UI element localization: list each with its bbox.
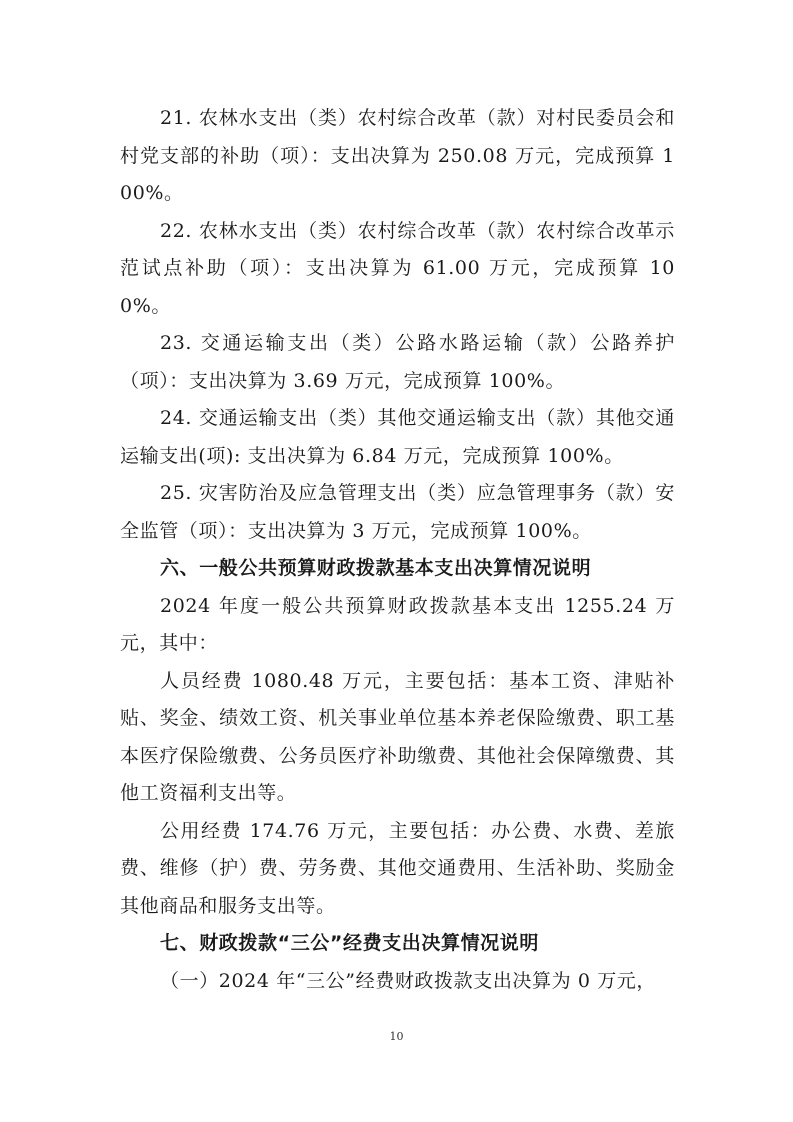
document-body: [120, 100, 675, 1000]
page-number: 10: [389, 1030, 404, 1043]
basic-expenditure-paragraph: 2024 年度一般公共预算财政拨款基本支出 1255.24 万元，其中：: [120, 594, 675, 654]
item-23-paragraph: 23. 交通运输支出（类）公路水路运输（款）公路养护（项）：支出决算为 3.69 万元，完成预算 100%。: [120, 332, 675, 392]
three-public-paragraph: （一）2024 年“三公”经费财政拨款支出决算为 0 万元，: [160, 969, 656, 992]
section-6-heading: 六、一般公共预算财政拨款基本支出决算情况说明: [160, 557, 592, 579]
item-25-paragraph: 25. 灾害防治及应急管理支出（类）应急管理事务（款）安全监管（项）：支出决算为 3 万元，完成预算 100%。: [120, 482, 675, 542]
item-22-paragraph: 22. 农林水支出（类）农村综合改革（款）农村综合改革示范试点补助（项）：支出决算为 61.00 万元，完成预算 100%。: [120, 219, 675, 317]
section-7-heading: 七、财政拨款“三公”经费支出决算情况说明: [160, 932, 539, 954]
public-expense-paragraph: 公用经费 174.76 万元，主要包括：办公费、水费、差旅费、维修（护）费、劳务费、其他交通费用、生活补助、奖励金其他商品和服务支出等。: [120, 819, 675, 917]
personnel-expense-paragraph: 人员经费 1080.48 万元，主要包括：基本工资、津贴补贴、奖金、绩效工资、机关事业单位基本养老保险缴费、职工基本医疗保险缴费、公务员医疗补助缴费、其他社会保障缴费、其他工资福利支出等。: [120, 669, 675, 804]
item-24-paragraph: 24. 交通运输支出（类）其他交通运输支出（款）其他交通运输支出(项): 支出决算为 6.84 万元，完成预算 100%。: [120, 407, 675, 467]
item-21-paragraph: 21. 农林水支出（类）农村综合改革（款）对村民委员会和村党支部的补助（项）：支出决算为 250.08 万元，完成预算 100%。: [120, 107, 675, 204]
